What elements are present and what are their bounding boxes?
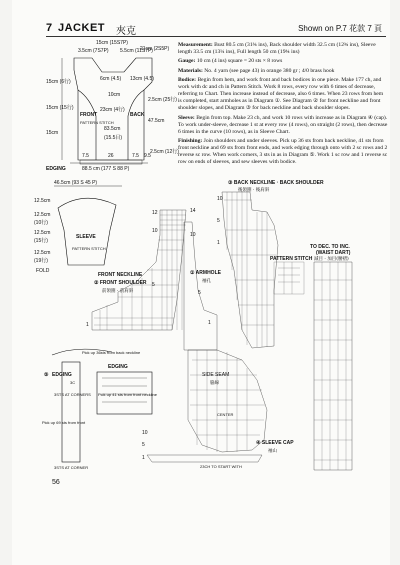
sleeve-label-2: 12.5cm (34, 212, 51, 218)
instruction-text: Join shoulders and under sleeves. Pick up 36 sts from back neckline, 41 sts from front neckline and 69 sts from front ends, and work edging through onto with 2 sc rows and 2 reverse sc row. When work corners, 3 sts in as in Diagram ⑤. Work 1 sc row and 1 reverse sc row on ends of sleeves, and sew sleeves with bodice. (178, 138, 388, 166)
row-num-right-14: 14 (190, 208, 196, 214)
edging-swatch-title: EDGING (108, 364, 128, 370)
edging-swatch-rows (102, 378, 147, 402)
side-seam-label: SIDE SEAM (202, 372, 230, 378)
body-back-label: BACK (130, 112, 145, 118)
sleeve-schematic (54, 186, 122, 265)
sleeve-width-label: 46.5cm (93 S 45 P) (54, 180, 98, 186)
ch-to-start-label: 23CH TO START WITH (200, 464, 242, 469)
body-label-top-4: 21cm (2S5P) (140, 46, 170, 52)
sleeve-label-6: 12.5cm (34, 250, 51, 256)
front-neckline-cjk: 前領圍 · 前肩斜 (102, 289, 134, 294)
row-num-left-12: 12 (152, 210, 158, 216)
body-label-top-2: 15cm (15S7P) (96, 40, 128, 46)
sleeve-outline (58, 198, 116, 265)
row-num-sleeve-10: 10 (142, 430, 148, 436)
sleeve-title: SLEEVE (76, 234, 96, 240)
body-label-piece-5: (15.5目) (104, 135, 123, 141)
instruction-text: Begin from top. Make 23 ch, and work 10 rows with increase as in Diagram ④ (cap). To work under-sleeve, decrease 1 st at every row (4 rows), on straight (2 rows), then decrease 6 times in the curve (10 rows), as in Sleeve Chart. (178, 114, 388, 135)
instruction-text: 10 cm (4 ins) square = 20 sts × 8 rows (196, 58, 283, 65)
edging-label-1: 3C (70, 380, 76, 385)
dec-inc-label: TO DEC. TO INC. (310, 244, 350, 250)
body-bottom-3: 7.5 (132, 153, 139, 159)
body-label-piece-6: 2.5cm (25行) (148, 97, 177, 103)
armhole-label: ① ARMHOLE (190, 270, 221, 276)
edging-label-5: 3STS AT CORNER (54, 465, 89, 470)
body-label-mid-4: 6cm (4.5) (100, 76, 122, 82)
stitch-chart (92, 192, 352, 470)
sleeve-label-5: (15行) (34, 238, 48, 244)
edging-label-4: Pick up 69 sts from front (42, 420, 86, 425)
body-label-piece-7: 47.5cm (148, 118, 165, 124)
body-label-mid-6: 13cm (4.5) (130, 76, 154, 82)
body-edging-label: EDGING (46, 166, 66, 172)
edging-label-2: Pick up 36sts from back neckline (82, 350, 141, 355)
chart-grid-lines (94, 192, 352, 470)
edging-label-7: Pick up 41 sts from front neckline (98, 392, 157, 397)
row-num-left-5: 5 (152, 282, 155, 288)
shown-on-reference: Shown on P.7 花款 7 頁 (298, 24, 382, 33)
sleeve-cap-label: ④ SLEEVE CAP (256, 440, 294, 446)
chart-lower-body-region (188, 350, 267, 452)
front-shoulder-label: ② FRONT SHOULDER (94, 280, 147, 286)
body-label-mid-2: 15cm (15行) (46, 105, 74, 111)
edging-label-3: 3STS AT CORNERS (54, 392, 91, 397)
instruction-text: Bust 80.5 cm (31¾ ins), Back shoulder width 32.5 cm (12¾ ins), Sleeve length 33.5 cm (13¼ ins), Full length 50 cm (19¾ ins) (178, 42, 376, 56)
body-label-mid-3: 15cm (46, 130, 59, 136)
edging-circle-label: ⑤ (44, 372, 49, 378)
body-hem-width: 88.5 cm (177 S 88 P) (82, 166, 130, 172)
pattern-stitch-box (274, 262, 304, 294)
sleeve-label-3: (10行) (34, 220, 48, 226)
body-label-mid-7: 2.5cm (12行) (150, 149, 179, 155)
waist-dart-cjk: 減目 · 加目(腰褶) (314, 257, 349, 262)
row-num-right-10: 10 (190, 232, 196, 238)
sleeve-cap-cjk: 袖山 (268, 449, 277, 454)
center-label: CENTER (217, 412, 234, 417)
body-pattern-stitch-label: PATTERN STITCH (80, 120, 114, 125)
side-seam-cjk: 脇線 (210, 381, 219, 386)
sleeve-label-7: (19行) (34, 258, 48, 264)
pattern-title-cjk: 夾克 (116, 26, 136, 37)
body-label-piece-3: 23cm (4行) (100, 107, 125, 113)
instruction-text: Begin from hem, and work front and back bodices in one piece. Make 177 ch, and work with dc and ch in Pattern Stitch. Work 8 rows, every row with 6 times of decrease, referring to Chart. Then increase instead of decrease, also 6 times. When 23 rows from hem is completed, start armholes as in Diagram ①. See Diagram ② for front neckline and front shoulder slopes, and Diagram ③ for back neckline and back shoulder slopes. (178, 76, 384, 112)
row-num-sleeve-5: 5 (142, 442, 145, 448)
sleeve-label-4: 12.5cm (34, 230, 51, 236)
row-num-sleeve-1: 1 (142, 455, 145, 461)
sleeve-fold-label: FOLD (36, 268, 50, 274)
instruction-label: Bodice: (178, 76, 197, 83)
row-num-right-1: 1 (208, 320, 211, 326)
body-label-mid-1: 15cm (6行) (46, 79, 71, 85)
back-neckline-label: ③ BACK NECKLINE · BACK SHOULDER (228, 180, 324, 186)
sleeve-pattern-label: PATTERN STITCH (72, 246, 106, 251)
pattern-title: JACKET (58, 22, 106, 34)
edging-diagram-title: EDGING (52, 372, 72, 378)
body-label-mid-5: 10cm (108, 92, 121, 98)
body-front-label: FRONT (80, 112, 98, 118)
row-num-right-5: 5 (198, 290, 201, 296)
pattern-stitch-chart-label: PATTERN STITCH (270, 256, 313, 262)
instruction-label: Gauge: (178, 58, 196, 65)
page-number: 56 (52, 479, 60, 486)
instruction-label: Materials: (178, 67, 203, 74)
pattern-page (12, 0, 390, 565)
edging-schematic (52, 349, 152, 462)
waist-dart-label: (WAIST DART) (316, 250, 351, 256)
back-neckline-cjk: 後領圍 · 後肩斜 (238, 188, 270, 193)
chart-waist-dart-region (314, 262, 352, 470)
edging-band (80, 160, 142, 164)
sleeve-label-1: 12.5cm (34, 198, 51, 204)
pattern-number: 7 (46, 22, 53, 34)
row-num-left-10: 10 (152, 228, 158, 234)
instruction-text: No. 4 yarn (see page 43) in orange 380 gr ; 4/0 brass hook (204, 67, 335, 74)
body-bottom-4: 9.5 (144, 153, 151, 159)
row-num-back-1: 1 (217, 240, 220, 246)
row-num-back-10: 10 (217, 196, 223, 202)
body-bottom-1: 7.5 (82, 153, 89, 159)
armhole-cjk: 袖孔 (202, 279, 211, 284)
body-bottom-2: 26 (108, 153, 114, 159)
front-neckline-label: FRONT NECKLINE (98, 272, 143, 278)
body-label-piece-4: 83.5cm (104, 126, 121, 132)
row-num-back-5: 5 (217, 218, 220, 224)
chart-back-neck-region (222, 192, 278, 348)
chart-armhole-region (184, 222, 217, 350)
instruction-label: Sleeve: (178, 114, 195, 121)
body-label-top-1: 3.5cm (7S7P) (78, 48, 109, 54)
instruction-label: Finishing: (178, 138, 203, 145)
instruction-label: Measurement: (178, 42, 213, 48)
body-label-top-3: 5.5cm (11S7P) (120, 48, 153, 54)
chart-sleeve-cap-region (147, 455, 262, 462)
row-num-left-1: 1 (86, 322, 89, 328)
